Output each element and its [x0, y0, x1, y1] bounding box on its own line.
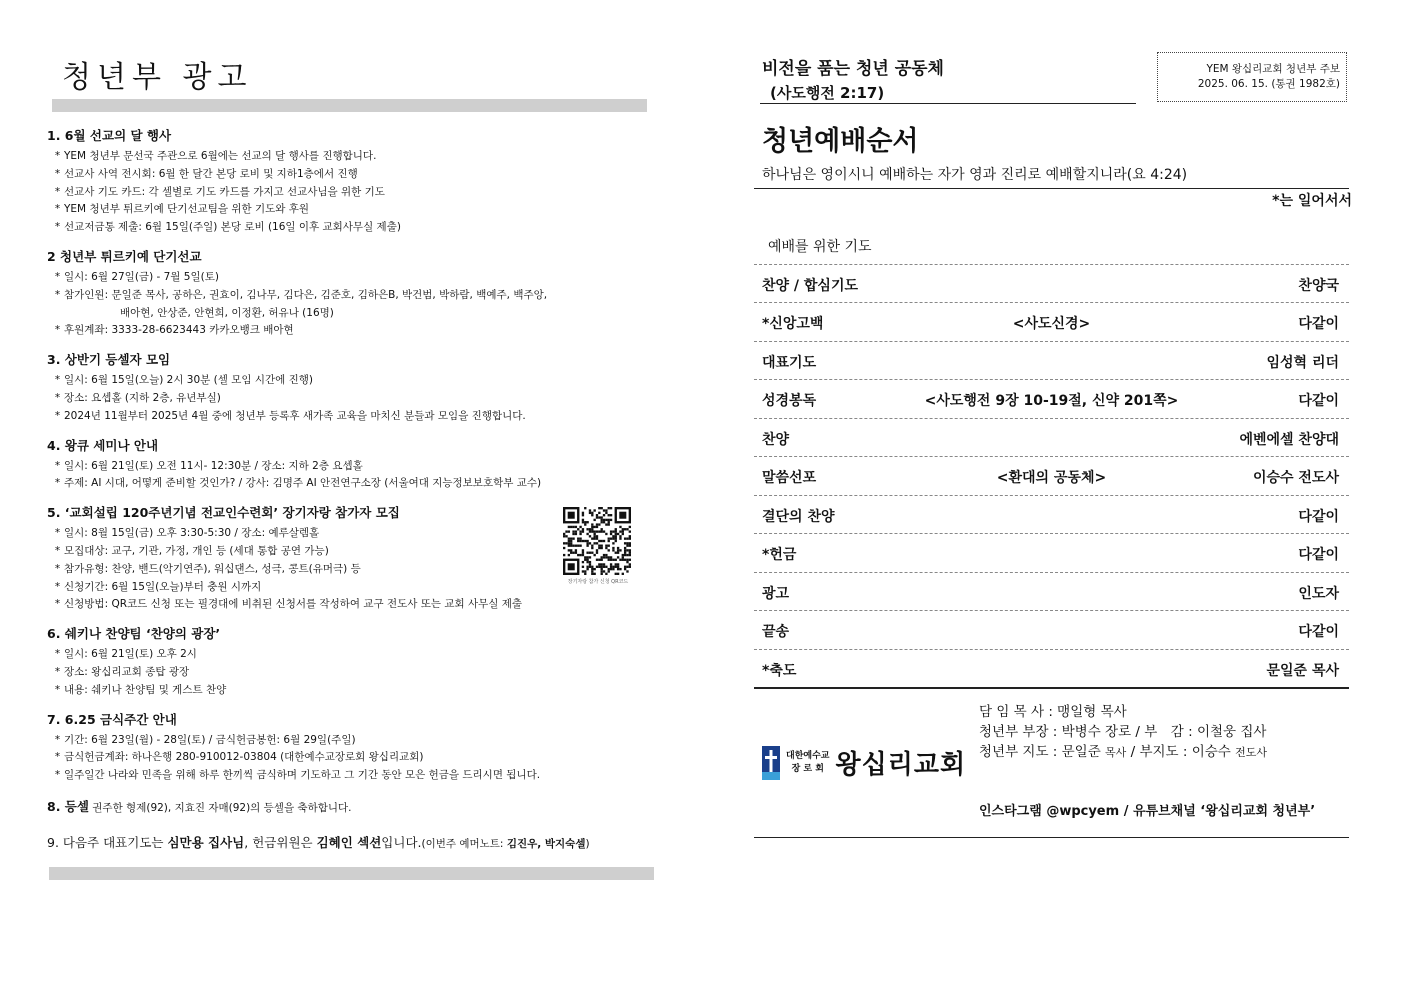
notice-item-text: 일주일간 나라와 민족을 위해 하루 한끼씩 금식하며 기도하고 그 기간 동안 모은 헌금을 드리시면 됩니다.	[64, 769, 541, 782]
offering-committee-name: 김혜인 섹션	[316, 834, 382, 850]
notice-item-text: 후원계좌: 3333-28-6623443 카카오뱅크 배아현	[64, 324, 294, 337]
notice-item	[47, 596, 667, 614]
church-logo	[762, 744, 966, 781]
issue-info-box	[1157, 52, 1347, 102]
bullet-star: *	[54, 751, 61, 764]
staff-director: 청년부 부장 : 박병수 장로 / 부 감 : 이철웅 집사	[979, 724, 1267, 740]
notice-item-text: 주제: AI 시대, 어떻게 준비할 것인가? / 강사: 김명주 AI 안전연구소장 (서울여대 지능정보보호학부 교수)	[64, 477, 542, 490]
issue-date: 2025. 06. 15. (통권 1982호)	[1197, 78, 1340, 90]
bullet-star: *	[54, 150, 61, 162]
bullet-star: *	[54, 477, 61, 490]
standing-note: *는 일어서서	[1272, 193, 1352, 209]
bottom-divider	[49, 867, 654, 880]
bullet-star: *	[54, 221, 61, 234]
order-leader: 다같이	[1298, 547, 1339, 563]
logo-denomination-line1: 대한예수교	[786, 750, 830, 761]
order-leader: 다같이	[1298, 624, 1339, 640]
order-item: 말씀선포	[762, 470, 817, 486]
bullet-star: *	[54, 185, 61, 198]
logo-denomination	[786, 750, 829, 776]
notice-heading: 4. 왕큐 세미나 안내	[47, 437, 159, 453]
notice-item-text: 신청기간: 6월 15일(오늘)부터 충원 시까지	[64, 580, 262, 593]
staff-guidance	[979, 742, 1267, 763]
staff-subguidance-name: / 부지도 : 이승수	[1126, 744, 1236, 760]
page-title: 청년부 광고	[62, 60, 253, 95]
notice-item-text: 선교사 기도 카드: 각 셀별로 기도 카드를 가지고 선교사님을 위한 기도	[64, 185, 385, 198]
notice-item	[47, 390, 667, 408]
notice-item-text: 일시: 8월 15일(금) 오후 3:30-5:30 / 장소: 예루살렘홀	[64, 527, 320, 540]
notice-item-text: 신청방법: QR코드 신청 또는 필경대에 비취된 신청서를 작성하여 교구 전도사 또는 교회 사무실 제출	[64, 598, 523, 611]
notice-heading: 8. 등셀	[47, 798, 89, 814]
notice-section	[47, 350, 667, 425]
notice-8-text: 권주한 형제(92), 지효진 자매(92)의 등셀을 축하합니다.	[88, 801, 352, 814]
notice-item-text: YEM 청년부 문선국 주관으로 6월에는 선교의 달 행사를 진행합니다.	[64, 150, 377, 162]
order-item: 찬양 / 합심기도	[762, 277, 859, 294]
bullet-star: *	[54, 562, 61, 575]
notice-section	[47, 624, 667, 699]
notice-items	[47, 269, 667, 340]
notice-item-text: 기간: 6월 23일(월) - 28일(토) / 금식헌금봉헌: 6월 29일(주일)	[64, 733, 356, 746]
notice-item	[47, 184, 667, 202]
notice-item	[47, 664, 667, 682]
bullet-star: *	[54, 598, 61, 611]
order-content: <사도신경>	[1012, 316, 1091, 332]
notice-heading: 1. 6월 선교의 달 행사	[47, 128, 172, 143]
notice-item-text: 일시: 6월 27일(금) - 7월 5일(토)	[64, 270, 219, 283]
notice-item	[47, 475, 667, 493]
order-leader: 다같이	[1298, 508, 1339, 525]
notice-item	[47, 287, 667, 305]
order-leader: 다같이	[1298, 393, 1339, 409]
notice-items	[47, 372, 667, 425]
notice-item	[47, 201, 667, 219]
left-page	[0, 0, 700, 992]
notice-items	[47, 458, 667, 494]
bottom-rule	[754, 837, 1349, 838]
notice-item-text: 선교저금통 제출: 6월 15일(주일) 본당 로비 (16일 이후 교회사무실 제출)	[64, 221, 401, 234]
qr-caption: 장기자랑 참가 신청 QR코드	[567, 579, 629, 585]
order-item: 대표기도	[762, 354, 817, 371]
bullet-star: *	[54, 733, 61, 746]
order-row	[754, 496, 1349, 535]
next-prayer-name: 심만용 집사님	[167, 834, 245, 850]
staff-subguidance-title: 전도사	[1235, 746, 1268, 759]
notice-item	[47, 646, 667, 664]
notice-9-suffix: 입니다.	[381, 834, 422, 850]
order-item: *신앙고백	[762, 316, 824, 332]
bullet-star: *	[54, 580, 61, 593]
bullet-star: *	[54, 527, 61, 540]
issue-publication: YEM 왕십리교회 청년부 주보	[1206, 63, 1340, 75]
notice-item-text: 금식헌금계좌: 하나은행 280-910012-03804 (대한예수교장로회 왕십리교회)	[64, 751, 424, 764]
note-names: 김진우, 박지숙셀	[506, 837, 586, 850]
notice-item-continuation: 배아현, 안상준, 안현희, 이정환, 허유나 (16명)	[120, 306, 334, 319]
order-leader: 다같이	[1298, 316, 1339, 332]
notice-item	[47, 408, 667, 426]
order-leader: 에벤에셀 찬양대	[1239, 431, 1339, 448]
header-rule	[760, 103, 1136, 104]
order-item: 끝송	[762, 624, 790, 640]
notice-item	[47, 767, 667, 785]
staff-info	[979, 702, 1267, 763]
notice-item-text: 내용: 쉐키나 찬양팀 및 게스트 찬양	[64, 683, 227, 696]
note-suffix: )	[585, 837, 590, 850]
order-row	[754, 650, 1349, 690]
order-item: *축도	[762, 662, 797, 679]
notice-item	[47, 372, 667, 390]
order-row	[754, 265, 1349, 304]
notice-section	[47, 247, 667, 340]
staff-guidance-name: 청년부 지도 : 문일준	[979, 744, 1106, 760]
staff-senior-pastor: 담 임 목 사 : 맹일형 목사	[979, 704, 1127, 720]
order-row	[754, 457, 1349, 496]
social-media-info: 인스타그램 @wpcyem / 유튜브채널 ‘왕십리교회 청년부’	[979, 804, 1316, 819]
order-item: 결단의 찬양	[762, 508, 835, 525]
notice-heading: 5. ‘교회설립 120주년기념 전교인수련회’ 장기자랑 참가자 모집	[47, 505, 400, 521]
order-row	[754, 342, 1349, 381]
notice-section	[47, 710, 667, 785]
order-leader: 임성혁 리더	[1266, 354, 1339, 371]
order-row	[754, 380, 1349, 419]
notice-item-text: 일시: 6월 21일(토) 오전 11시- 12:30분 / 장소: 지하 2층 요셉홀	[64, 459, 363, 472]
logo-denomination-line2: 장 로 회	[791, 763, 824, 774]
order-item: 성경봉독	[762, 393, 817, 409]
notice-item	[47, 749, 667, 767]
bullet-star: *	[54, 288, 61, 301]
title-divider	[52, 99, 647, 112]
order-row	[754, 303, 1349, 342]
order-row	[754, 534, 1349, 573]
notice-8	[47, 797, 667, 815]
notice-list	[47, 126, 667, 865]
bullet-star: *	[54, 270, 61, 283]
notice-item-text: 참가유형: 찬양, 밴드(악기연주), 워십댄스, 성극, 콩트(유머극) 등	[64, 562, 361, 575]
notice-heading: 3. 상반기 등셀자 모임	[47, 352, 171, 368]
notice-item-text: 장소: 요셉홀 (지하 2층, 유년부실)	[64, 391, 221, 404]
worship-order-table	[754, 226, 1349, 689]
bullet-star: *	[54, 374, 61, 387]
bullet-star: *	[54, 769, 61, 782]
notice-item-text: 일시: 6월 21일(토) 오후 2시	[64, 648, 197, 661]
notice-items	[47, 732, 667, 785]
vision-reference: (사도행전 2:17)	[770, 84, 885, 102]
worship-order-title: 청년예배순서	[762, 126, 919, 157]
bullet-star: *	[54, 683, 61, 696]
order-row	[754, 226, 1349, 265]
order-content: <사도행전 9장 10-19절, 신약 201쪽>	[924, 393, 1179, 409]
notice-item-text: 참가인원: 문일준 목사, 공하은, 권효이, 김나무, 김다은, 김준호, 김하은B, 박건범, 박하람, 백예주, 백주앙,	[64, 288, 548, 301]
notice-heading: 2 청년부 튀르키예 단기선교	[47, 248, 202, 264]
notice-9-mid: , 헌금위원은	[244, 834, 317, 850]
notice-item	[47, 682, 667, 700]
notice-heading: 6. 쉐키나 찬양팀 ‘찬양의 광장’	[47, 626, 221, 642]
order-leader: 인도자	[1298, 585, 1339, 602]
order-row	[754, 611, 1349, 650]
bullet-star: *	[54, 324, 61, 337]
notice-items	[47, 646, 667, 699]
notice-items	[47, 148, 667, 237]
bullet-star: *	[54, 167, 61, 180]
order-row	[754, 573, 1349, 612]
order-leader: 찬양국	[1298, 277, 1339, 294]
vision-heading: 비전을 품는 청년 공동체	[762, 59, 944, 79]
notice-item-text: 모집대상: 교구, 기관, 가정, 개인 등 (세대 통합 공연 가능)	[64, 544, 329, 557]
order-content: <환대의 공동체>	[996, 470, 1107, 486]
notice-item-text: YEM 청년부 튀르키예 단기선교팀을 위한 기도와 후원	[64, 203, 309, 216]
right-page	[700, 0, 1403, 992]
qr-code	[563, 507, 631, 575]
scripture-verse: 하나님은 영이시니 예배하는 자가 영과 진리로 예배할지니라(요 4:24)	[762, 167, 1188, 183]
verse-rule	[754, 188, 1349, 189]
bullet-star: *	[54, 648, 61, 661]
notice-item	[47, 269, 667, 287]
notice-item	[47, 732, 667, 750]
notice-9-prefix: 9. 다음주 대표기도는	[47, 834, 168, 850]
bullet-star: *	[54, 544, 61, 557]
bullet-star: *	[54, 665, 61, 678]
notice-item	[47, 219, 667, 237]
note-prefix: (이번주 예머노트:	[421, 837, 507, 850]
order-item: 광고	[762, 585, 790, 602]
notice-section	[47, 436, 667, 494]
notice-item	[47, 148, 667, 166]
bullet-star: *	[54, 459, 61, 472]
bullet-star: *	[54, 391, 61, 404]
cross-icon	[762, 746, 780, 780]
bullet-star: *	[54, 203, 61, 216]
bullet-star: *	[54, 409, 61, 422]
notice-item	[47, 322, 667, 340]
notice-section	[47, 126, 667, 237]
order-leader: 문일준 목사	[1266, 662, 1339, 679]
order-item: 예배를 위한 기도	[768, 239, 872, 255]
order-leader: 이승수 전도사	[1252, 470, 1339, 486]
logo-church-name: 왕십리교회	[835, 750, 967, 780]
notice-item-text: 장소: 왕십리교회 종탑 광장	[64, 665, 190, 678]
notice-9	[47, 833, 667, 851]
staff-guidance-title: 목사	[1105, 746, 1127, 759]
notice-heading: 7. 6.25 금식주간 안내	[47, 711, 177, 727]
order-item: *헌금	[762, 547, 797, 563]
notice-item-text: 선교사 사역 전시회: 6월 한 달간 본당 로비 및 지하1층에서 진행	[64, 167, 358, 180]
order-item: 찬양	[762, 431, 790, 448]
notice-item	[47, 458, 667, 476]
notice-item-text: 일시: 6월 15일(오늘) 2시 30분 (셀 모임 시간에 진행)	[64, 374, 313, 387]
notice-item-text: 2024년 11월부터 2025년 4월 중에 청년부 등록후 새가족 교육을 마치신 분들과 모임을 진행합니다.	[64, 409, 526, 422]
order-row	[754, 419, 1349, 458]
notice-item	[47, 166, 667, 184]
